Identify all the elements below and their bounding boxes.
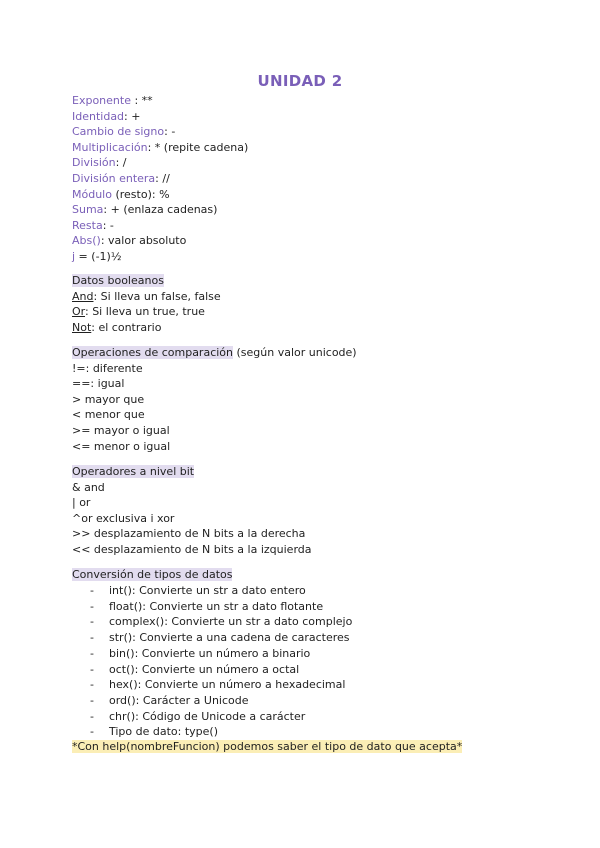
help-note <box>72 739 572 755</box>
bitwise-item: << desplazamiento de N bits a la izquierda <box>72 542 312 556</box>
operator-name: Suma <box>72 203 104 217</box>
operator-desc: : - <box>164 125 176 139</box>
operator-desc: : // <box>155 171 170 185</box>
bullet-dash: - <box>90 584 94 597</box>
comparison-item: !=: diferente <box>72 361 143 375</box>
operator-line <box>72 202 572 218</box>
operator-line <box>72 93 572 109</box>
operator-line <box>72 109 572 125</box>
operator-line <box>72 124 572 140</box>
operator-line <box>72 155 572 171</box>
operator-desc: : + (enlaza cadenas) <box>103 203 218 217</box>
comparison-item: >= mayor o igual <box>72 423 170 437</box>
comparison-item: <= menor o igual <box>72 439 171 453</box>
comparison-heading: Operaciones de comparación <box>72 346 234 359</box>
list-item-text: int(): Convierte un str a dato entero <box>109 584 306 597</box>
bullet-dash: - <box>90 725 94 739</box>
operator-name: Exponente <box>72 94 131 107</box>
operator-name: Multiplicación <box>72 140 148 154</box>
operator-desc: : * (repite cadena) <box>147 140 249 154</box>
conversion-section <box>72 567 572 583</box>
operator-desc: = (-1)½ <box>75 249 122 263</box>
boolean-desc: : el contrario <box>91 320 162 334</box>
list-item <box>90 599 570 615</box>
bitwise-heading: Operadores a nivel bit <box>72 465 195 478</box>
list-item-text: bin(): Convierte un número a binario <box>109 646 311 660</box>
list-item <box>90 693 570 709</box>
list-item-text: Tipo de dato: type() <box>109 725 219 739</box>
help-note-text: *Con help(nombreFuncion) podemos saber el tipo de dato que acepta* <box>72 740 463 753</box>
booleans-heading: Datos booleanos <box>72 274 164 287</box>
boolean-line <box>72 320 572 336</box>
list-item-text: chr(): Código de Unicode a carácter <box>109 709 306 723</box>
bitwise-section <box>72 464 572 558</box>
comparison-item: < menor que <box>72 408 145 422</box>
operator-desc: : - <box>102 218 114 232</box>
bitwise-item: | or <box>72 496 91 510</box>
bullet-dash: - <box>90 693 94 707</box>
operator-name: Cambio de signo <box>72 125 165 139</box>
operator-line <box>72 171 572 187</box>
booleans-section <box>72 273 572 335</box>
comparison-item: > mayor que <box>72 392 145 406</box>
list-item-text: str(): Convierte a una cadena de caracteres <box>109 631 350 645</box>
list-item <box>90 583 570 599</box>
bullet-dash: - <box>90 615 94 629</box>
operator-desc: : valor absoluto <box>100 234 187 248</box>
operator-desc: : + <box>124 109 141 123</box>
operator-line <box>72 187 572 203</box>
operator-line <box>72 218 572 234</box>
comparison-item: ==: igual <box>72 377 125 391</box>
operator-desc: : ** <box>130 94 153 107</box>
operator-desc: (resto): % <box>111 187 170 201</box>
bullet-dash: - <box>90 662 94 676</box>
list-item <box>90 662 570 678</box>
boolean-key: Or <box>72 305 85 319</box>
bullet-dash: - <box>90 678 94 692</box>
list-item <box>90 646 570 662</box>
conversion-heading: Conversión de tipos de datos <box>72 568 233 581</box>
boolean-key: And <box>72 289 94 303</box>
bitwise-item: & and <box>72 480 105 494</box>
operator-line <box>72 233 572 249</box>
conversion-list <box>90 583 570 740</box>
bullet-dash: - <box>90 599 94 613</box>
bitwise-item: ^or exclusiva i xor <box>72 511 175 525</box>
list-item-text: float(): Convierte un str a dato flotante <box>109 599 324 613</box>
operator-name: División entera <box>72 171 156 185</box>
operators-list <box>72 93 572 265</box>
boolean-key: Not <box>72 320 92 334</box>
list-item-text: ord(): Carácter a Unicode <box>109 693 249 707</box>
list-item <box>90 709 570 725</box>
list-item-text: oct(): Convierte un número a octal <box>109 662 300 676</box>
list-item <box>90 630 570 646</box>
operator-name: Abs() <box>72 234 101 248</box>
operator-name: Identidad <box>72 109 125 123</box>
boolean-line <box>72 304 572 320</box>
operator-name: Resta <box>72 218 103 232</box>
bullet-dash: - <box>90 631 94 645</box>
comparison-section <box>72 345 572 454</box>
boolean-desc: : Si lleva un false, false <box>93 289 221 303</box>
list-item <box>90 677 570 693</box>
bullet-dash: - <box>90 709 94 723</box>
operator-desc: : / <box>115 156 127 170</box>
boolean-line <box>72 289 572 305</box>
operator-line <box>72 249 572 265</box>
page-title: UNIDAD 2 <box>257 72 343 90</box>
bullet-dash: - <box>90 646 94 660</box>
boolean-desc: : Si lleva un true, true <box>85 305 205 319</box>
bitwise-item: >> desplazamiento de N bits a la derecha <box>72 527 306 541</box>
operator-line <box>72 140 572 156</box>
operator-name: j <box>72 249 76 263</box>
list-item-text: hex(): Convierte un número a hexadecimal <box>109 678 346 692</box>
list-item <box>90 614 570 630</box>
list-item <box>90 724 570 740</box>
operator-name: Módulo <box>72 187 112 201</box>
list-item-text: complex(): Convierte un str a dato complejo <box>109 615 353 629</box>
comparison-heading-note: (según valor unicode) <box>233 346 357 359</box>
operator-name: División <box>72 156 116 170</box>
